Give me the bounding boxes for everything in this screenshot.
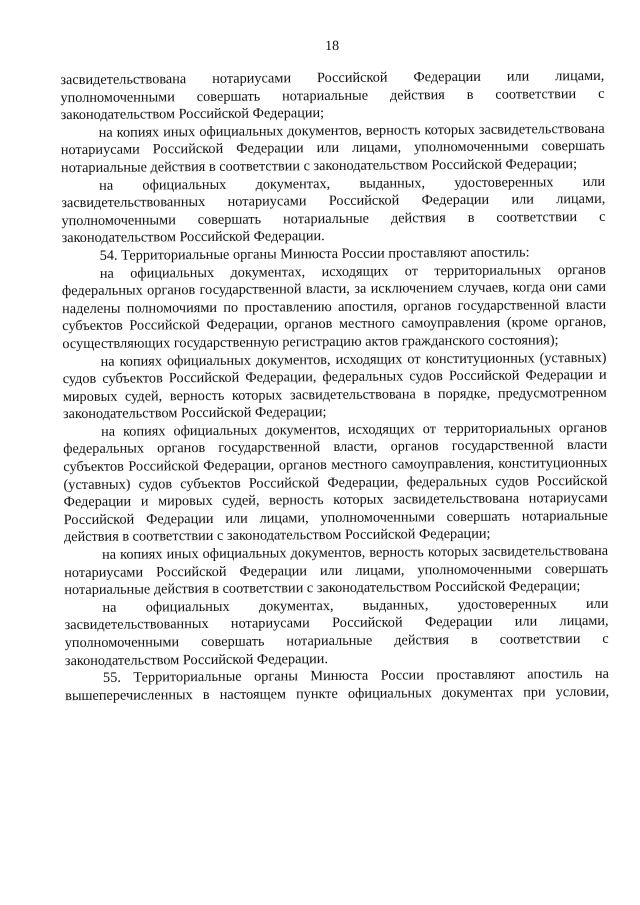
paragraph-court-copies: на копиях официальных документов, исходящих от конституционных (уставных) судов субъектов Российской Федерации, федеральных судов Российской Федерации и мировых судей, верность которых засвидетельствована в порядке, предусмотренном законодательством Российской Федерации; <box>62 349 607 423</box>
paragraph-notarized-documents: на официальных документах, выданных, удостоверенных или засвидетельствованных нотариусами Российской Федерации или лицами, уполномоченными совершать нотариальные действия в соответствии с законодательством Российской Федерации. <box>61 173 606 247</box>
paragraph-copies-other-documents-2: на копиях иных официальных документов, верность которых засвидетельствована нотариусами Российской Федерации или лицами, уполномоченными совершать нотариальные действия в соответствии с законодательством Российской Федерации; <box>64 542 609 599</box>
paragraph-item-54-heading: 54. Территориальные органы Минюста России проставляют апостиль: <box>99 244 530 264</box>
page-number: 18 <box>325 38 340 55</box>
paragraph-territorial-bodies-documents: на официальных документах, исходящих от территориальных органов федеральных органов государственной власти, за исключением случаев, когда они сами наделены полномочиями по проставлению апостиля, органов государственной власти субъектов Российской Федерации, органов местного самоуправления (кроме органов, осуществляющих государственную регистрацию актов гражданского состояния); <box>61 261 607 353</box>
document-page <box>60 36 611 900</box>
paragraph-notarized-copies: на копиях официальных документов, исходящих от территориальных органов федеральных органов государственной власти, органов государственной власти субъектов Российской Федерации, органов местного самоуправления, конституционных (уставных) судов субъектов Российской Федерации, федеральных судов Российской Федерации и мировых судей, верность которых засвидетельствована нотариусами Российской Федерации или лицами, уполномоченными совершать нотариальные действия в соответствии с законодательством Российской Федерации; <box>63 419 608 546</box>
paragraph-notarized-documents-2: на официальных документах, выданных, удостоверенных или засвидетельствованных нотариусами Российской Федерации или лицами, уполномоченными совершать нотариальные действия в соответствии с законодательством Российской Федерации. <box>64 595 609 669</box>
paragraph-item-55: 55. Территориальные органы Минюста России проставляют апостиль на вышеперечисленных в настоящем пункте официальных документах при условии, <box>65 666 610 704</box>
paragraph-copies-other-documents: на копиях иных официальных документов, верность которых засвидетельствована нотариусами Российской Федерации или лицами, уполномоченными совершать нотариальные действия в соответствии с законодательством Российской Федерации; <box>60 120 605 177</box>
paragraph-continuation: засвидетельствована нотариусами Российской Федерации или лицами, уполномоченными совершать нотариальные действия в соответствии с законодательством Российской Федерации; <box>60 67 605 124</box>
